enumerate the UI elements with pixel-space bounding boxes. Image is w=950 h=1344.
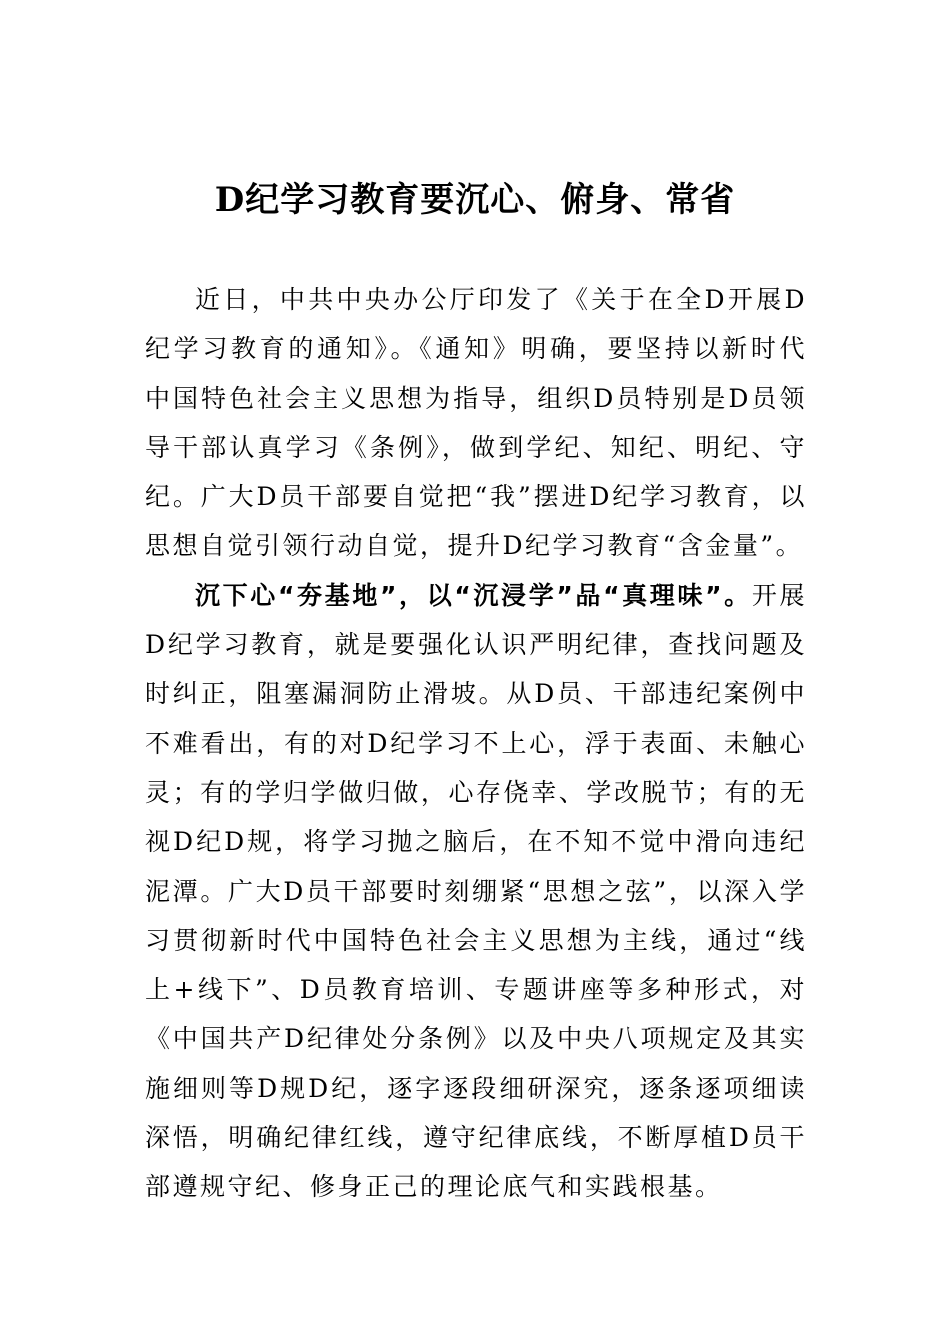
document-body [145, 275, 807, 1212]
paragraph-section-1 [145, 571, 807, 1212]
paragraph-section-1-text: 开展D纪学习教育，就是要强化认识严明纪律，查找问题及时纠正，阻塞漏洞防止滑坡。从D员、干部违纪案例中不难看出，有的对D纪学习不上心，浮于表面、未触心灵；有的学归学做归做，心存侥幸、学改脱节；有的无视D纪D规，将学习抛之脑后，在不知不觉中滑向违纪泥潭。广大D员干部要时刻绷紧“思想之弦”，以深入学习贯彻新时代中国特色社会主义思想为主线，通过“线上+线下”、D员教育培训、专题讲座等多种形式，对《中国共产D纪律处分条例》以及中央八项规定及其实施细则等D规D纪，逐字逐段细研深究，逐条逐项细读深悟，明确纪律红线，遵守纪律底线，不断厚植D员干部遵规守纪、修身正己的理论底气和实践根基。 [145, 580, 807, 1202]
paragraph-intro [145, 275, 807, 571]
paragraph-intro-text: 近日，中共中央办公厅印发了《关于在全D开展D纪学习教育的通知》。《通知》明确，要坚持以新时代中国特色社会主义思想为指导，组织D员特别是D员领导干部认真学习《条例》，做到学纪、知纪、明纪、守纪。广大D员干部要自觉把“我”摆进D纪学习教育，以思想自觉引领行动自觉，提升D纪学习教育“含金量”。 [145, 285, 807, 561]
paragraph-section-1-lead: 沉下心“夯基地”，以“沉浸学”品“真理味”。 [195, 580, 752, 610]
document-title: D纪学习教育要沉心、俯身、常省 [214, 180, 736, 220]
